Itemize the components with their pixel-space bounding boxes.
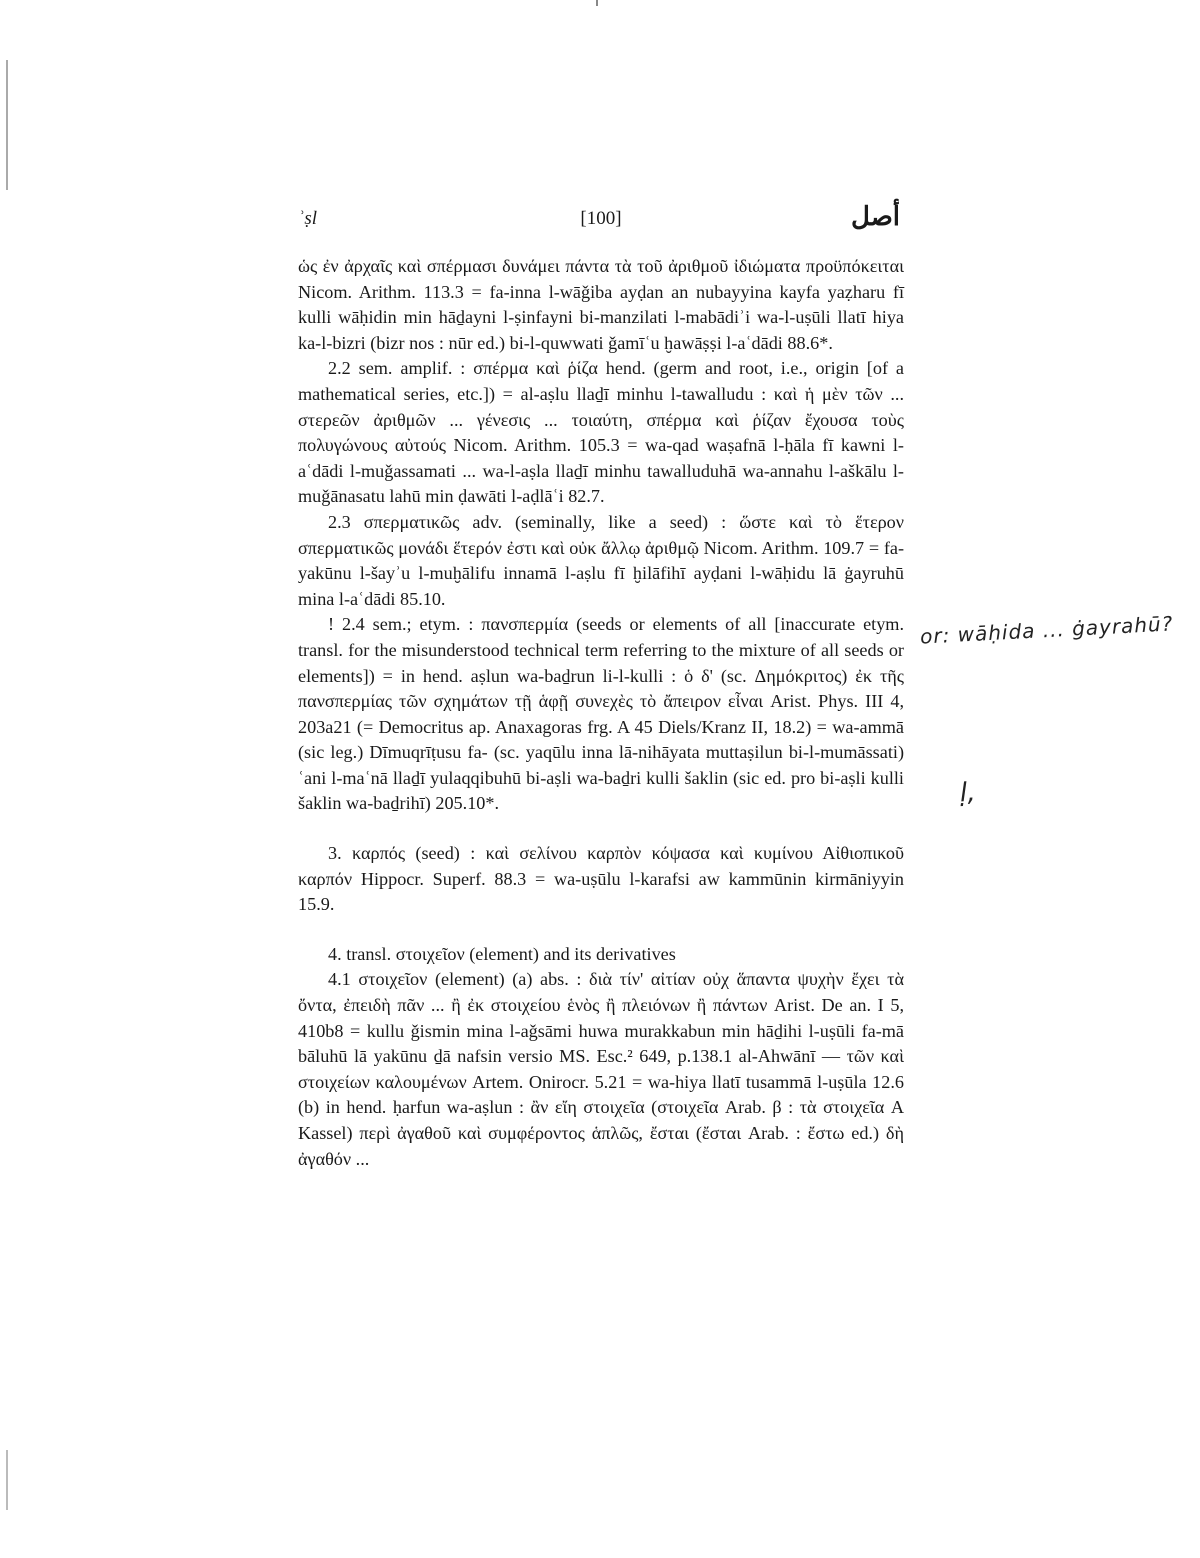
handwritten-margin-mark: ḷ,: [959, 777, 977, 809]
section-4-heading: 4. transl. στοιχεῖον (element) and its derivatives: [328, 943, 676, 964]
page-number: [100]: [580, 208, 622, 229]
paragraph-2-3: 2.3 σπερματικῶς adv. (seminally, like a seed) : ὥστε καὶ τὸ ἕτερον σπερματικῶς μονάδι ἕτερόν ἐστι καὶ οὐκ ἄλλῳ ἀριθμῷ Nicom. Arithm. 109.7 = fa-yakūnu l-šayʾu l-muḫālifu innamā l-aṣlu fī ḫilāfihī ayḍani l-wāḥidu lā ġayruhū mina l-aʿdādi 85.10.: [298, 511, 904, 609]
scan-edge-mark: [6, 1450, 8, 1510]
paragraph-4-1: 4.1 στοιχεῖον (element) (a) abs. : διὰ τίν' αἰτίαν οὐχ ἅπαντα ψυχὴν ἔχει τὰ ὄντα, ἐπειδὴ πᾶν ... ἢ ἐκ στοιχείου ἑνὸς ἢ πλειόνων ἢ πάντων Arist. De an. I 5, 410b8 = kullu ǧismin mina l-aǧsāmi huwa murakkabun min hāḏihi l-uṣūli fa-mā bāluhū lā yakūnu ḏā nafsin versio MS. Esc.² 649, p.138.1 al-Ahwānī — τῶν καὶ στοιχείων καλουμένων Artem. Onirocr. 5.21 = wa-hiya llatī tusammā l-uṣūla 12.6 (b) in hend. ḥarfun wa-aṣlun : ἂν εἴη στοιχεῖα (στοιχεῖα Arab. β : τὰ στοιχεῖα A Kassel) περὶ ἀγαθοῦ καὶ συμφέροντος ἁπλῶς, ἔσται (ἔσται Arab. : ἔστω ed.) δὴ ἀγαθόν ...: [298, 969, 904, 1169]
paragraph-2-4: ! 2.4 sem.; etym. : πανσπερμία (seeds or elements of all [inaccurate etym. transl. for the misunderstood technical term referring to the mixture of all seeds or elements]) = in hend. aṣlun wa-baḏrun li-l-kulli : ὁ δ' (sc. Δημόκριτος) ἐκ τῆς πανσπερμίας τῶν σχημάτων τῇ ἁφῇ συνεχὲς τὸ ἄπειρον εἶναι Arist. Phys. III 4, 203a21 (= Democritus ap. Anaxagoras frg. A 45 Diels/Kranz II, 18.2) = wa-ammā (sic leg.) Dīmuqrīṭusu fa- (sc. yaqūlu inna lā-nihāyata muttaṣilun bi-l-mumāssati) ʿani l-maʿnā llaḏī yulaqqibuhū bi-aṣli wa-baḏri kulli šaklin (sic ed. pro bi-aṣli kulli šaklin wa-baḏrihī) 205.10*.: [298, 614, 904, 814]
paragraph-continuation: ὡς ἐν ἀρχαῖς καὶ σπέρμασι δυνάμει πάντα τὰ τοῦ ἀριθμοῦ ἰδιώματα προϋπόκειται Nicom. Arithm. 113.3 = fa-inna l-wāǧiba ayḍan an nubayyina kayfa yaẓharu fī kulli wāḥidin min hāḏayni l-ṣinfayni bi-manzilati l-mabādiʾi wa-l-uṣūli llatī hiya ka-l-bizri (bizr nos : nūr ed.) bi-l-quwwati ǧamīʿu ḫawāṣṣi l-aʿdādi 88.6*.: [298, 256, 904, 353]
header-root-transliteration: ʾṣl: [298, 208, 317, 229]
section-gap: [298, 817, 904, 841]
dictionary-entry-body: [298, 254, 904, 1172]
page-header: [298, 202, 904, 238]
section-gap: [298, 918, 904, 942]
paragraph-3: 3. καρπός (seed) : καὶ σελίνου καρπὸν κόψασα καὶ κυμίνου Αἰθιοπικοῦ καρπόν Hippocr. Superf. 88.3 = wa-uṣūlu l-karafsi aw kammūnin kirmāniyyin 15.9.: [298, 843, 904, 915]
scan-top-mark: [596, 0, 598, 6]
scan-edge-mark: [6, 60, 8, 190]
paragraph-2-2: 2.2 sem. amplif. : σπέρμα καὶ ῥίζα hend. (germ and root, i.e., origin [of a mathematical series, etc.]) = al-aṣlu llaḏī minhu l-tawalludu : καὶ ἡ μὲν τῶν ... στερεῶν ἀριθμῶν ... γένεσις ... τοιαύτη, σπέρμα καὶ ῥίζαν ἔχουσα τοὺς πολυγώνους αὐτούς Nicom. Arithm. 105.3 = wa-qad waṣafnā l-ḥāla fī kawni l-aʿdādi l-muǧassamati ... wa-l-aṣla llaḏī minhu tawalluduhā wa-annahu l-aškālu l-muǧānasatu lahū min ḍawāti l-aḍlāʿi 82.7.: [298, 358, 904, 507]
header-root-arabic: أصل: [851, 202, 900, 231]
handwritten-margin-note: or: wāḥida ... ġayrahū?: [919, 611, 1174, 649]
